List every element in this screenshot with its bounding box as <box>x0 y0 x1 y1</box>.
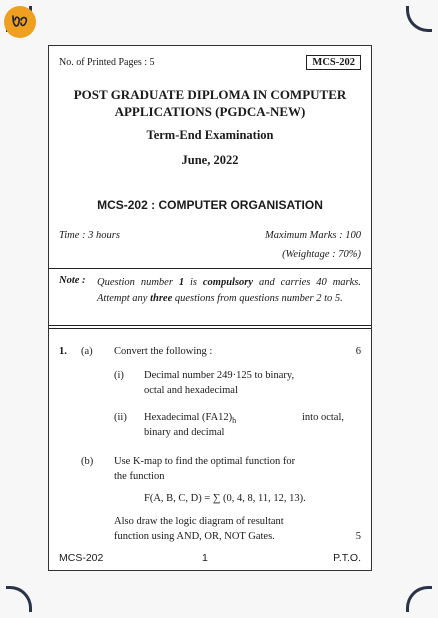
marks: 6 <box>355 346 361 357</box>
exam-title: Term-End Examination <box>146 128 274 142</box>
corner-decoration <box>6 586 32 612</box>
weightage-label: (Weightage : 70%) <box>282 249 361 260</box>
divider <box>49 325 371 326</box>
note-part: 1 <box>178 277 185 288</box>
page-number: 1 <box>202 552 208 564</box>
pto-label: P.T.O. <box>333 552 361 564</box>
question-number: 1. <box>59 346 67 357</box>
note-part: is <box>184 277 203 288</box>
program-title-line1: POST GRADUATE DIPLOMA IN COMPUTER <box>73 87 347 102</box>
page-footer <box>59 552 361 566</box>
exam-page <box>48 45 372 571</box>
question-text: function using AND, OR, NOT Gates. <box>114 531 275 542</box>
question-text: octal and hexadecimal <box>144 385 238 396</box>
question-text: Use K-map to find the optimal function for <box>114 456 296 467</box>
program-title <box>59 86 361 120</box>
part-label: (a) <box>81 346 93 357</box>
hex-value: Hexadecimal (FA12) <box>144 412 233 423</box>
question-text: Convert the following : <box>114 346 213 357</box>
brand-logo-icon <box>4 6 36 38</box>
corner-decoration <box>406 6 432 32</box>
note-label: Note : <box>59 275 86 286</box>
corner-decoration <box>406 586 432 612</box>
subject-title: MCS-202 : COMPUTER ORGANISATION <box>97 198 323 212</box>
boolean-function: F(A, B, C, D) = ∑ (0, 4, 8, 11, 12, 13). <box>144 493 306 504</box>
question-text: Decimal number 249·125 to binary, <box>144 370 295 381</box>
divider <box>49 328 371 329</box>
subpart-label: (ii) <box>114 412 127 423</box>
note-part: Question number <box>97 277 179 288</box>
question-text: binary and decimal <box>144 427 225 438</box>
note-part: questions from questions number 2 to 5. <box>172 292 343 304</box>
course-code-box: MCS-202 <box>306 55 361 70</box>
printed-pages: No. of Printed Pages : 5 <box>59 57 155 68</box>
note-part: and carries 40 marks. Attempt any <box>97 277 361 304</box>
note-text <box>97 275 361 306</box>
time-label: Time : 3 hours <box>59 230 120 241</box>
divider <box>49 268 371 269</box>
exam-date: June, 2022 <box>181 153 239 167</box>
footer-code: MCS-202 <box>59 552 104 564</box>
note-part: three <box>150 292 173 304</box>
program-title-line2: APPLICATIONS (PGDCA-NEW) <box>114 104 306 119</box>
note-part: compulsory <box>202 277 254 288</box>
max-marks-label: Maximum Marks : 100 <box>265 230 361 241</box>
question-text: into octal, <box>302 412 344 423</box>
marks: 5 <box>355 531 361 542</box>
subscript: h <box>232 416 237 426</box>
question-text: the function <box>114 471 165 482</box>
part-label: (b) <box>81 456 94 467</box>
subpart-label: (i) <box>114 370 124 381</box>
question-text: Also draw the logic diagram of resultant <box>114 516 284 527</box>
header-row <box>59 55 361 75</box>
